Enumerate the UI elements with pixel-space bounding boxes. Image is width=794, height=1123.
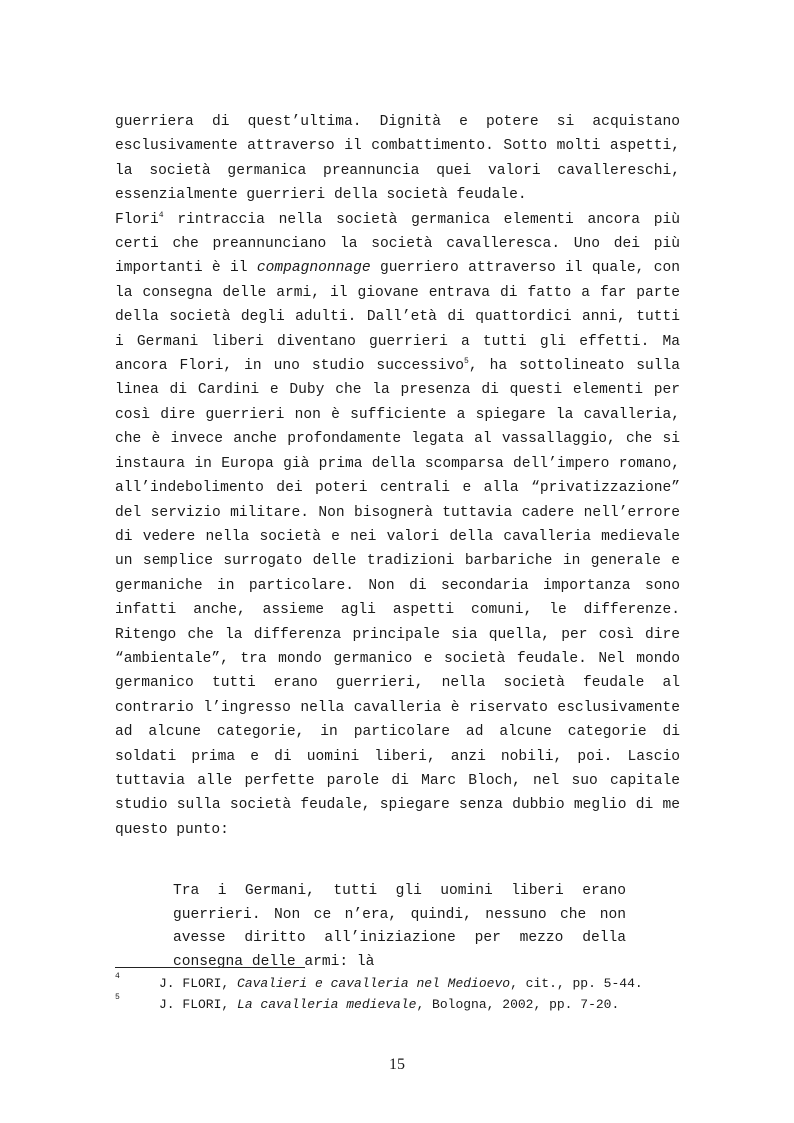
footnote-4 — [115, 974, 680, 995]
footnote-ref-5[interactable]: 5 — [464, 357, 469, 367]
footnotes — [115, 974, 680, 1015]
footnote-title: La cavalleria medievale — [237, 996, 417, 1012]
footnote-author: J. FLORI, — [159, 996, 238, 1012]
footnote-details: , Bologna, 2002, pp. 7-20. — [416, 996, 620, 1012]
footnote-5 — [115, 992, 680, 1016]
footnote-separator — [115, 967, 305, 968]
page-number: 15 — [389, 1056, 405, 1073]
block-quote — [173, 880, 626, 974]
paragraph-2 — [115, 208, 680, 843]
footnote-title: Cavalieri e cavalleria nel Medioevo — [237, 976, 511, 991]
paragraph-1-text: guerriera di quest’ultima. Dignità e potere si acquistano esclusivamente attraverso il combattimento. Sotto molti aspetti, la società germanica preannuncia quei valori cavallereschi, essenzialmente guerrieri della società feudale. — [115, 114, 680, 204]
paragraph-2-text-c: guerriero attraverso il quale, con la consegna delle armi, il giovane entrava di fatto a far parte della società degli adulti. Dall’età di quattordici anni, tutti i Germani liberi diventano guerrieri a tutti gli effetti. Ma ancora Flori, in uno studio successivo — [115, 260, 680, 375]
footnote-text — [159, 974, 643, 995]
footnote-ref-4[interactable]: 4 — [158, 210, 164, 220]
paragraph-2-text-b: rintraccia nella società germanica elementi ancora più certi che preannunciano la società cavalleresca. Uno dei più importanti è il — [115, 211, 680, 277]
footnote-author: J. FLORI, — [159, 976, 238, 991]
italic-term: compagnonnage — [256, 260, 371, 277]
footnote-details: , cit., pp. 5-44. — [510, 976, 643, 991]
footnote-number: 5 — [115, 992, 120, 1002]
main-text — [115, 110, 680, 842]
paragraph-1 — [115, 110, 680, 208]
paragraph-2-text-d: , ha sottolineato sulla linea di Cardini e Duby che la presenza di questi elementi per così dire guerrieri non è sufficiente a spiegare la cavalleria, che è invece anche profondamente legata al vassallaggio, che si instaura in Europa già prima della scomparsa dell’impero romano, all’indebolimento dei poteri centrali e alla “privatizzazione” del servizio militare. Non bisognerà tuttavia cadere nell’errore di vedere nella società e nei valori della cavalleria medievale un semplice surrogato delle tradizioni barbariche in generale e germaniche in particolare. Non di secondaria importanza sono infatti anche, assieme agli aspetti comuni, le differenze. Ritengo che la differenza principale sia quella, per così dire “ambientale”, tra mondo germanico e società feudale. Nel mondo germanico tutti erano guerrieri, nella società feudale al contrario l’ingresso nella cavalleria è riservato esclusivamente ad alcune categorie, in particolare ad alcune categorie di soldati prima e di uomini liberi, anzi nobili, poi. Lascio tuttavia alle perfette parole di Marc Bloch, nel suo capitale studio sulla società feudale, spiegare senza dubbio meglio di me questo punto: — [115, 358, 680, 838]
block-quote-text: Tra i Germani, tutti gli uomini liberi erano guerrieri. Non ce n’era, quindi, nessuno che non avesse diritto all’iniziazione per mezzo della consegna delle armi: là — [173, 883, 626, 970]
footnote-text — [159, 995, 619, 1016]
footnote-number: 4 — [115, 972, 120, 981]
paragraph-2-text-a: Flori — [115, 211, 159, 228]
